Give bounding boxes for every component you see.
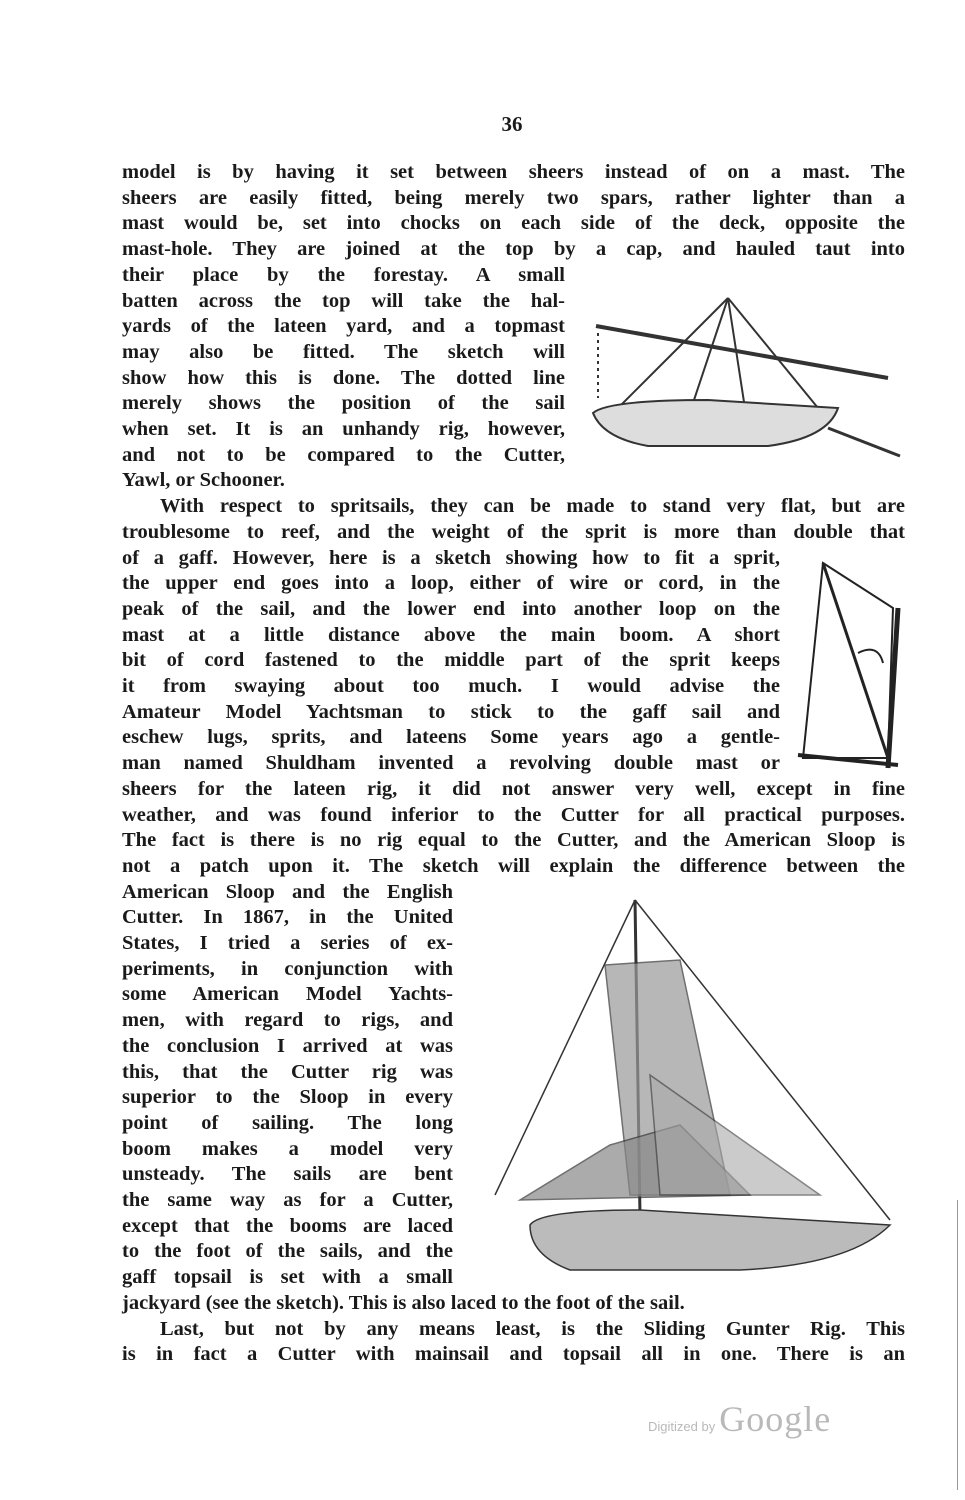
text-line: this, that the Cutter rig was [122,1060,453,1083]
page-number: 36 [501,112,523,136]
text-line: man named Shuldham invented a revolving double mast or [122,752,780,775]
text-line: yards of the lateen yard, and a topmast [122,315,565,338]
text-line: when set. It is an unhandy rig, however, [122,418,565,440]
text-line: merely shows the position of the sail [122,392,565,415]
text-line: Cutter. In 1867, in the United [122,906,453,929]
lateen-rig-sketch [588,288,906,463]
text-line: Last, but not by any means least, is the Sliding Gunter Rig. This [160,1317,905,1340]
text-line: except that the booms are laced [122,1214,453,1237]
text-line: mast at a little distance above the main boom. A short [122,623,780,646]
digitized-by-google-watermark [648,1398,831,1440]
text-line: bit of cord fastened to the middle part of the sprit keeps [122,649,780,672]
text-line: unsteady. The sails are bent [122,1163,453,1186]
spritsail-sketch [788,553,908,778]
watermark-prefix: Digitized by [648,1419,716,1434]
text-line: not a patch upon it. The sketch will explain the difference between the [122,854,905,877]
text-line: the upper end goes into a loop, either of wire or cord, in the [122,572,780,595]
text-line: mast would be, set into chocks on each side of the deck, opposite the [122,212,905,235]
text-line: weather, and was found inferior to the Cutter for all practical purposes. [122,803,905,826]
text-line: model is by having it set between sheers instead of on a mast. The [122,161,905,183]
text-line: eschew lugs, sprits, and lateens Some years ago a gentle- [122,726,780,749]
text-line: Amateur Model Yachtsman to stick to the gaff sail and [122,700,780,723]
text-line: of a gaff. However, here is a sketch showing how to fit a sprit, [122,546,780,569]
text-line: States, I tried a series of ex- [122,932,453,954]
text-line: men, with regard to rigs, and [122,1009,453,1032]
text-line: American Sloop and the English [122,880,453,903]
text-line: peak of the sail, and the lower end into another loop on the [122,597,780,620]
text-line: batten across the top will take the hal- [122,289,565,312]
text-line: point of sailing. The long [122,1111,453,1134]
text-line: is in fact a Cutter with mainsail and topsail all in one. There is an [122,1343,905,1366]
text-line: Yawl, or Schooner. [122,469,285,492]
page-edge [957,1200,958,1490]
text-line: may also be fitted. The sketch will [122,340,565,363]
american-sloop-cutter-sketch [490,895,908,1285]
text-line: it from swaying about too much. I would advise the [122,675,780,697]
text-line: mast-hole. They are joined at the top by a cap, and hauled taut into [122,238,905,261]
text-line: to the foot of the sails, and the [122,1240,453,1263]
text-line: superior to the Sloop in every [122,1086,453,1109]
text-line: jackyard (see the sketch). This is also laced to the foot of the sail. [122,1291,685,1314]
text-line: troublesome to reef, and the weight of the sprit is more than double that [122,520,905,543]
text-line: boom makes a model very [122,1137,453,1160]
text-line: The fact is there is no rig equal to the Cutter, and the American Sloop is [122,829,905,852]
text-line: sheers are easily fitted, being merely two spars, rather lighter than a [122,186,905,209]
text-line: gaff topsail is set with a small [122,1266,453,1289]
text-line: the conclusion I arrived at was [122,1034,453,1057]
text-line: some American Model Yachts- [122,983,453,1006]
text-line: With respect to spritsails, they can be made to stand very flat, but are [160,495,905,518]
text-line: their place by the forestay. A small [122,263,565,286]
text-line: the same way as for a Cutter, [122,1189,453,1211]
text-line: sheers for the lateen rig, it did not answer very well, except in fine [122,777,905,800]
watermark-brand: Google [719,1399,832,1439]
text-line: show how this is done. The dotted line [122,366,565,389]
text-line: periments, in conjunction with [122,957,453,980]
text-line: and not to be compared to the Cutter, [122,443,565,466]
